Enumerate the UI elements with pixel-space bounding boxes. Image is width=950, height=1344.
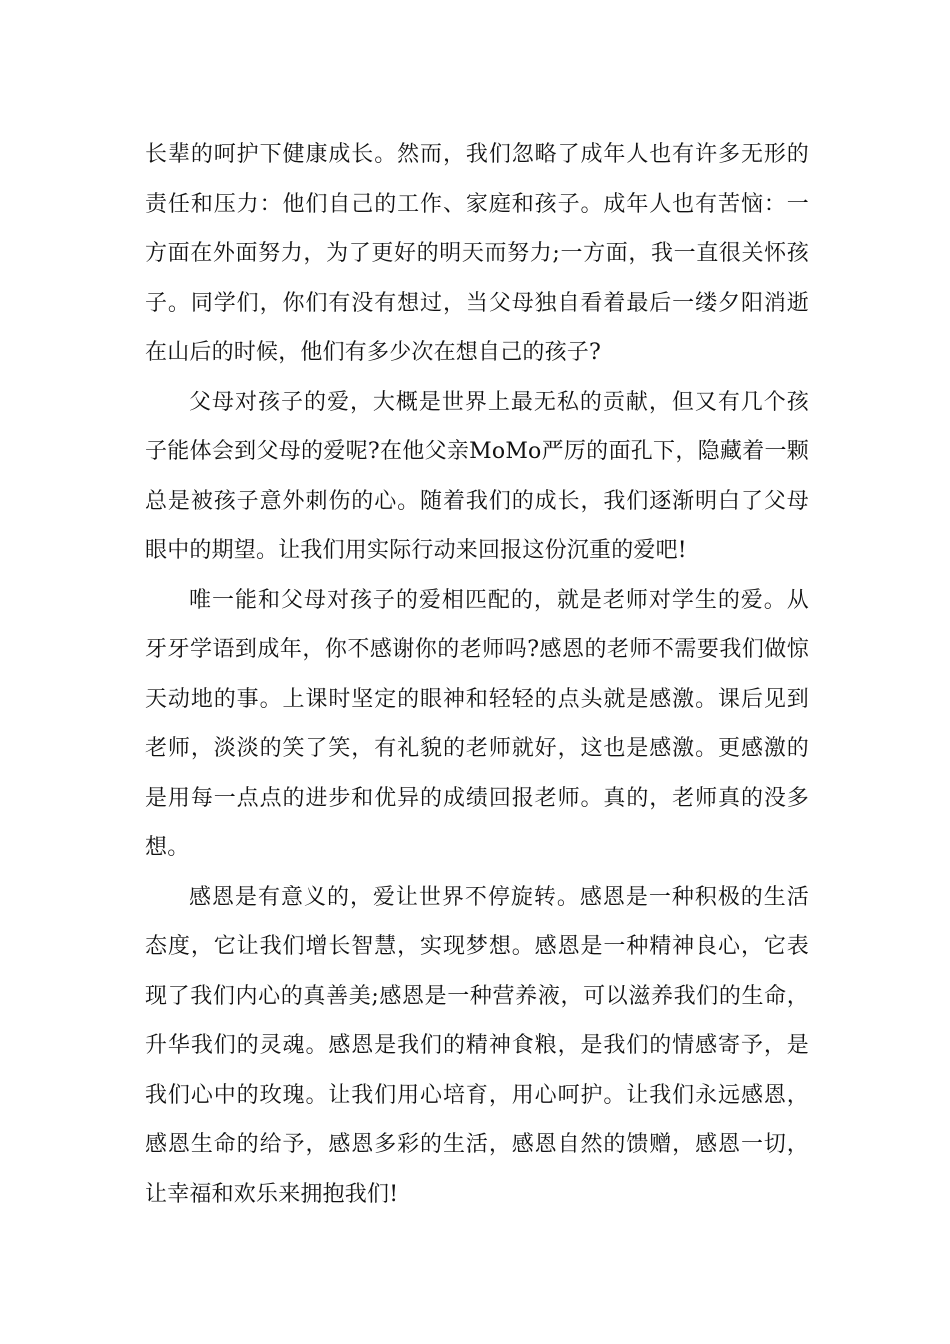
document-body xyxy=(145,130,809,1219)
paragraph-4: 感恩是有意义的，爱让世界不停旋转。感恩是一种积极的生活态度，它让我们增长智慧，实现梦想。感恩是一种精神良心，它表现了我们内心的真善美;感恩是一种营养液，可以滋养我们的生命，升华我们的灵魂。感恩是我们的精神食粮，是我们的情感寄予，是我们心中的玫瑰。让我们用心培育，用心呵护。让我们永远感恩，感恩生命的给予，感恩多彩的生活，感恩自然的馈赠，感恩一切，让幸福和欢乐来拥抱我们! xyxy=(145,884,809,1207)
paragraph-3: 唯一能和父母对孩子的爱相匹配的，就是老师对学生的爱。从牙牙学语到成年，你不感谢你的老师吗?感恩的老师不需要我们做惊天动地的事。上课时坚定的眼神和轻轻的点头就是感激。课后见到老师，淡淡的笑了笑，有礼貌的老师就好，这也是感激。更感激的是用每一点点的进步和优异的成绩回报老师。真的，老师真的没多想。 xyxy=(145,587,809,860)
paragraph-2: 父母对孩子的爱，大概是世界上最无私的贡献，但又有几个孩子能体会到父母的爱呢?在他父亲MoMo严厉的面孔下，隐藏着一颗总是被孩子意外刺伤的心。随着我们的成长，我们逐渐明白了父母眼中的期望。让我们用实际行动来回报这份沉重的爱吧! xyxy=(145,389,809,563)
paragraph-1: 长辈的呵护下健康成长。然而，我们忽略了成年人也有许多无形的责任和压力：他们自己的工作、家庭和孩子。成年人也有苦恼：一方面在外面努力，为了更好的明天而努力;一方面，我一直很关怀孩子。同学们，你们有没有想过，当父母独自看着最后一缕夕阳消逝在山后的时候，他们有多少次在想自己的孩子? xyxy=(145,142,809,365)
